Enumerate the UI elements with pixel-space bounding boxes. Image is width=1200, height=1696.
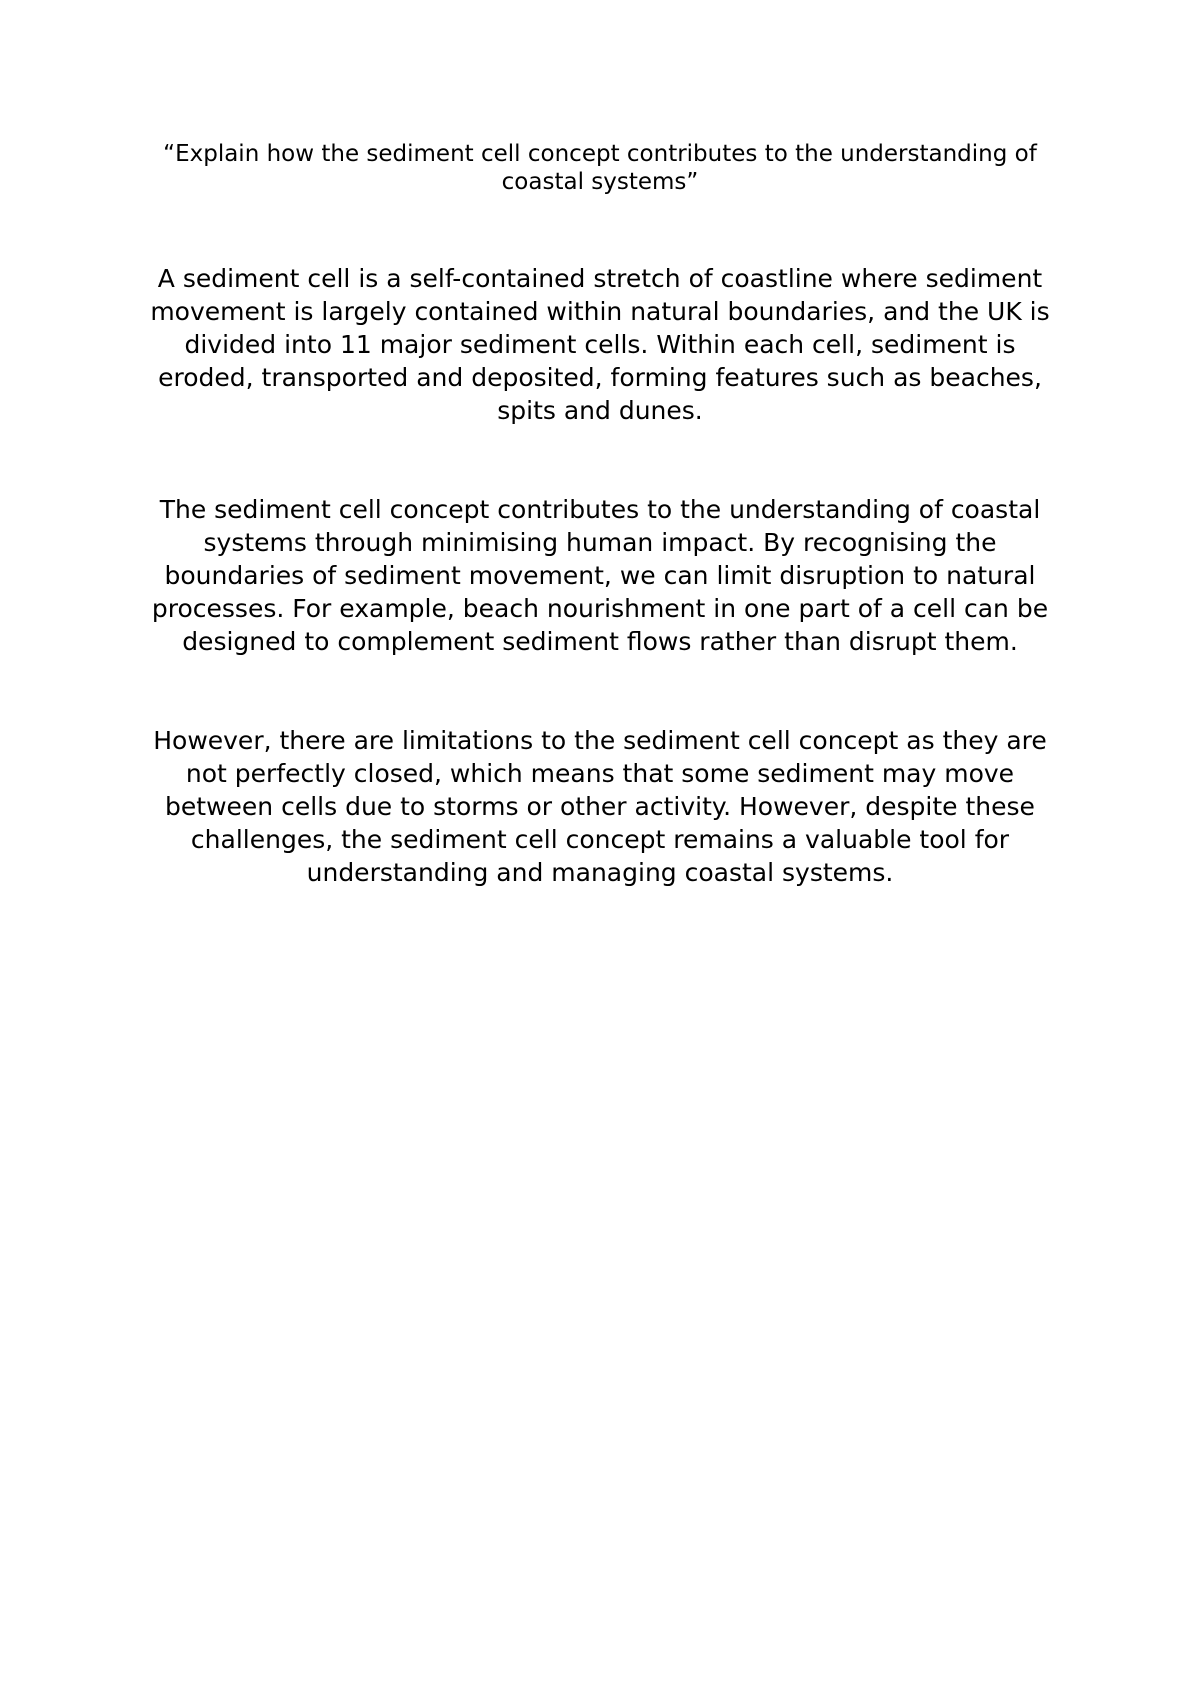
paragraph-contribution: The sediment cell concept contributes to the understanding of coastal systems through minimising human impact. By recognising the boundaries of sediment movement, we can limit disruption to natural processes. For example, beach nourishment in one part of a cell can be designed to complement sediment flows rather than disrupt them. bbox=[151, 495, 1049, 656]
document-page bbox=[150, 140, 1050, 889]
paragraph-limitations: However, there are limitations to the sediment cell concept as they are not perfectly closed, which means that some sediment may move between cells due to storms or other activity. However, despite these challenges, the sediment cell concept remains a valuable tool for understanding and managing coastal systems. bbox=[153, 726, 1047, 887]
paragraph-definition: A sediment cell is a self-contained stretch of coastline where sediment movement is largely contained within natural boundaries, and the UK is divided into 11 major sediment cells. Within each cell, sediment is eroded, transported and deposited, forming features such as beaches, spits and dunes. bbox=[150, 264, 1050, 425]
essay-question: “Explain how the sediment cell concept contributes to the understanding of coastal systems” bbox=[163, 141, 1037, 195]
